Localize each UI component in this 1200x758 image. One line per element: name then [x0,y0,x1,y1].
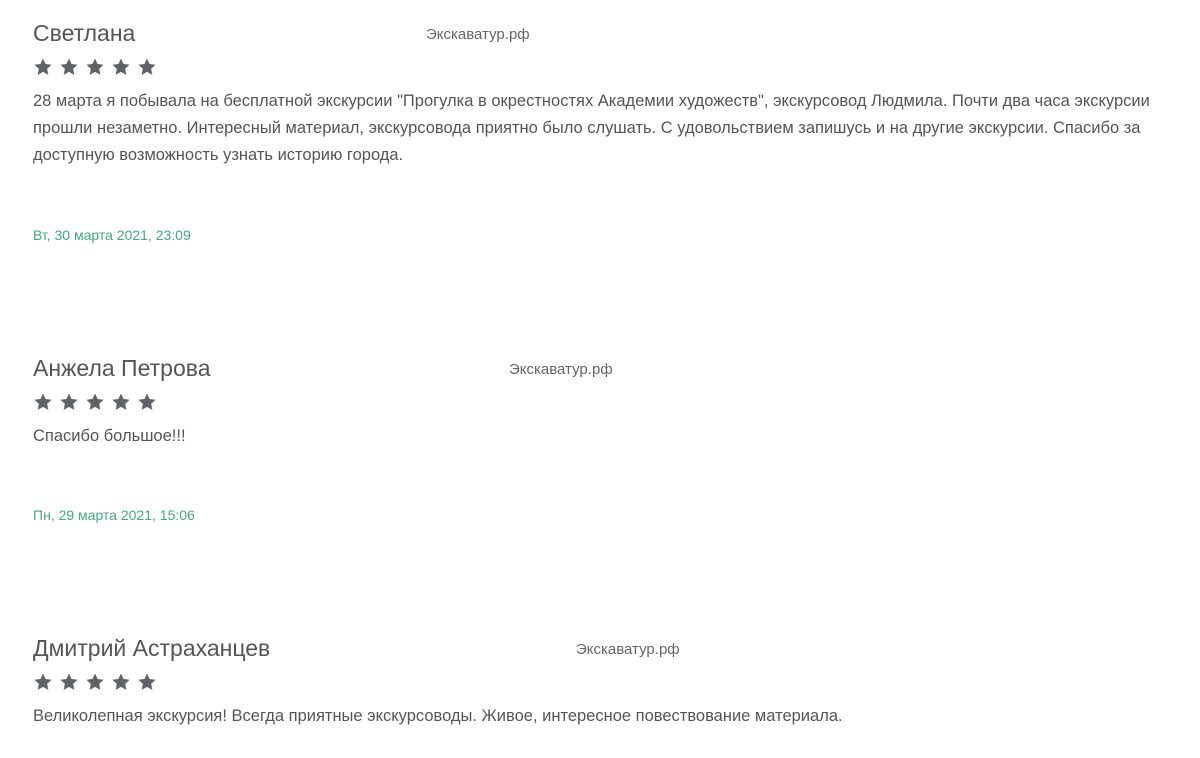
star-icon [85,57,105,77]
review-text: Спасибо большое!!! [33,427,186,445]
star-icon [33,392,53,412]
star-icon [111,392,131,412]
star-icon [59,672,79,692]
watermark-text: Экскаватур.рф [426,26,530,43]
star-icon [111,672,131,692]
review-date: Вт, 30 марта 2021, 23:09 [33,227,191,243]
review-item [33,633,1180,730]
rating-stars [33,392,1180,414]
star-icon [137,392,157,412]
star-icon [137,672,157,692]
star-icon [111,57,131,77]
review-text: Великолепная экскурсия! Всегда приятные экскурсоводы. Живое, интересное повествование материала. [33,707,843,725]
review-header [33,633,1180,665]
watermark-text: Экскаватур.рф [576,641,680,658]
review-item [33,353,1180,523]
star-icon [33,57,53,77]
review-author: Анжела Петрова [33,355,211,381]
review-author: Светлана [33,20,136,46]
review-header [33,353,1180,385]
review-text: 28 марта я побывала на бесплатной экскурсии "Прогулка в окрестностях Академии художеств", экскурсовод Людмила. Почти два часа экскурсии прошли незаметно. Интересный материал, экскурсовода приятно было слушать. С удовольствием запишусь и на другие экскурсии. Спасибо за доступную возможность узнать историю города. [33,92,1150,164]
review-date: Пн, 29 марта 2021, 15:06 [33,507,195,523]
review-header [33,18,1180,50]
review-item [33,18,1180,243]
rating-stars [33,672,1180,694]
star-icon [85,392,105,412]
star-icon [33,672,53,692]
star-icon [137,57,157,77]
star-icon [85,672,105,692]
rating-stars [33,57,1180,79]
star-icon [59,392,79,412]
review-author: Дмитрий Астраханцев [33,635,271,661]
star-icon [59,57,79,77]
watermark-text: Экскаватур.рф [509,361,613,378]
